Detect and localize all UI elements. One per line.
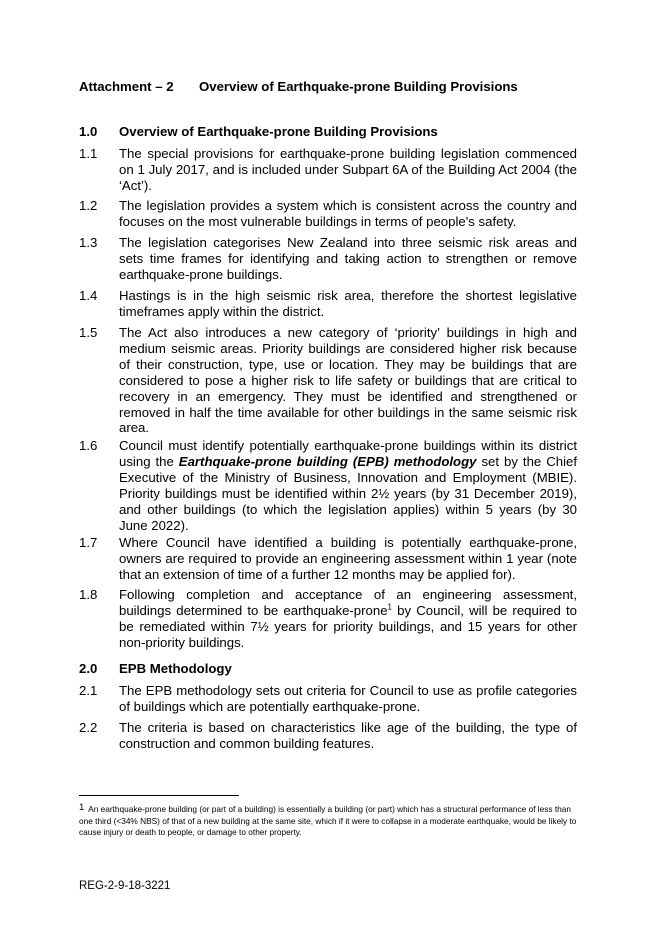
paragraph-1-5 (79, 325, 577, 436)
paragraph-text: The legislation categorises New Zealand into three seismic risk areas and sets time frames for identifying and taking action to strengthen or remove earthquake-prone buildings. (119, 235, 577, 282)
section-2-heading (79, 661, 232, 676)
paragraph-text: The legislation provides a system which is consistent across the country and focuses on the most vulnerable buildings in terms of people's safety. (119, 198, 577, 229)
methodology-name: Earthquake-prone building (EPB) methodology (178, 453, 477, 469)
paragraph-number: 1.8 (79, 587, 98, 602)
paragraph-number: 1.2 (79, 198, 98, 213)
paragraph-text: The EPB methodology sets out criteria for Council to use as profile categories of buildings which are potentially earthquake-prone. (119, 683, 577, 714)
footnote-number: 1 (79, 802, 85, 813)
attachment-heading: Overview of Earthquake-prone Building Provisions (199, 79, 518, 94)
paragraph-text: Council must identify potentially earthquake-prone buildings within its district using the Earthquake-prone building (EPB) methodology set by the Chief Executive of the Ministry of Business, Innovation and Employment (MBIE). Priority buildings must be identified within 2½ years (by 31 December 2019), and other buildings (to which the legislation applies) within 5 years (by 30 June 2022). (119, 438, 578, 533)
paragraph-1-2 (79, 198, 577, 230)
section-number: 1.0 (79, 124, 98, 139)
attachment-number: Attachment – 2 (79, 79, 174, 94)
paragraph-1-3 (79, 235, 577, 283)
paragraph-number: 1.6 (79, 438, 98, 453)
attachment-title (79, 79, 518, 94)
paragraph-text: Hastings is in the high seismic risk area, therefore the shortest legislative timeframes apply within the district. (119, 288, 577, 319)
paragraph-1-6 (79, 438, 577, 533)
paragraph-1-8 (79, 587, 577, 651)
paragraph-number: 2.2 (79, 720, 98, 735)
paragraph-number: 1.5 (79, 325, 98, 340)
footnote-divider (79, 795, 239, 796)
paragraph-number: 1.4 (79, 288, 98, 303)
section-title: EPB Methodology (119, 661, 232, 676)
footnote-text: An earthquake-prone building (or part of a building) is essentially a building (or part) which has a structural performance of less than one third (<34% NBS) of that of a new building at the same site, which if it were to collapse in a moderate earthquake, would be likely to cause injury or death to people, or damage to other property. (79, 804, 577, 838)
paragraph-1-4 (79, 288, 577, 320)
section-1-heading (79, 124, 438, 139)
paragraph-text: The special provisions for earthquake-prone building legislation commenced on 1 July 2017, and is included under Subpart 6A of the Building Act 2004 (the ‘Act’). (119, 146, 577, 193)
paragraph-number: 1.3 (79, 235, 98, 250)
footnote (79, 802, 577, 839)
section-number: 2.0 (79, 661, 98, 676)
footnote-reference[interactable]: 1 (387, 602, 392, 612)
section-title: Overview of Earthquake-prone Building Provisions (119, 124, 438, 139)
paragraph-text: The criteria is based on characteristics like age of the building, the type of construction and common building features. (119, 720, 577, 751)
paragraph-text: The Act also introduces a new category of ‘priority’ buildings in high and medium seismic areas. Priority buildings are considered higher risk because of their construction, type, use or location. They may be buildings that are considered to pose a higher risk to life safety or buildings that are critical to recovery in an emergency. They must be identified and strengthened or removed in half the time available for other buildings in the same seismic risk area. (119, 325, 577, 436)
paragraph-2-2 (79, 720, 577, 752)
paragraph-text: Following completion and acceptance of an engineering assessment, buildings determined to be earthquake-prone$^1$ by Council, will be required to be remediated within 7½ years for priority buildings, and 15 years for other non-priority buildings. (119, 587, 577, 650)
paragraph-number: 1.7 (79, 535, 98, 550)
paragraph-2-1 (79, 683, 577, 715)
paragraph-number: 1.1 (79, 146, 98, 161)
paragraph-1-1 (79, 146, 577, 194)
document-reference: REG-2-9-18-3221 (79, 880, 171, 892)
paragraph-number: 2.1 (79, 683, 98, 698)
paragraph-1-7 (79, 535, 577, 583)
paragraph-text: Where Council have identified a building is potentially earthquake-prone, owners are required to provide an engineering assessment within 1 year (note that an extension of time of a further 12 months may be applied for). (119, 535, 577, 582)
